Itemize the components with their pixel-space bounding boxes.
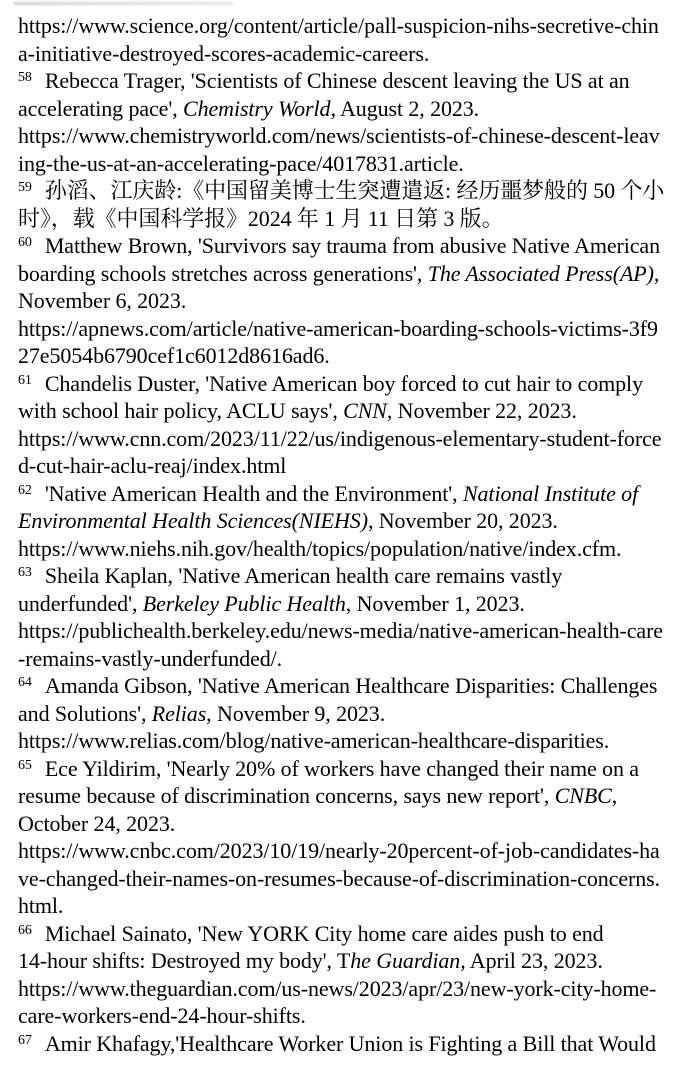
footnote-65-first-line (18, 755, 690, 783)
text-run: Amir Khafagy,'Healthcare Worker Union is Fighting a Bill that Would (44, 1030, 656, 1056)
footnote-line (18, 810, 690, 838)
text-run: ing-the-us-at-an-accelerating-pace/4017831.article. (18, 150, 464, 176)
url-line (18, 617, 690, 645)
text-run: html. (18, 893, 64, 918)
footnote-line (18, 150, 690, 178)
italic-text-run: he Guardian, (350, 948, 466, 973)
footnote-line (18, 865, 690, 893)
text-run: underfunded', (18, 590, 143, 616)
italic-text-run: CNN (343, 398, 387, 423)
footnote-marker: 64 (18, 675, 32, 690)
footnote-64-first-line (18, 672, 690, 700)
footnote-line (18, 397, 690, 425)
text-run: boarding schools stretches across generations', (18, 260, 428, 286)
footnote-line (18, 40, 690, 68)
text-run: 27e5054b6790cef1c6012d8616ad6. (18, 343, 330, 368)
text-run: Rebecca Trager, 'Scientists of Chinese descent leaving the US at an (44, 68, 630, 93)
text-run: https://publichealth.berkeley.edu/news-media/native-american-health-care (18, 618, 663, 643)
footnote-marker: 65 (18, 757, 32, 773)
text-run: Sheila Kaplan, 'Native American health care remains vastly (44, 563, 563, 588)
text-run: October 24, 2023. (18, 810, 176, 836)
text-run: Ece Yildirim, 'Nearly 20% of workers have changed their name on a (44, 755, 639, 781)
text-run: Amanda Gibson, 'Native American Healthcare Disparities: Challenges (44, 673, 658, 698)
italic-text-run: Chemistry World (183, 95, 331, 121)
footnote-line (18, 260, 690, 288)
url-line (18, 425, 690, 453)
text-run: with school hair policy, ACLU says', (18, 398, 344, 423)
italic-text-run: National Institute of (462, 480, 639, 506)
footnote-line (18, 287, 690, 315)
url-line (18, 315, 690, 343)
text-run: ve-changed-their-names-on-resumes-because-of-discrimination-concerns. (18, 865, 660, 891)
text-run: https://www.theguardian.com/us-news/2023/apr/23/new-york-city-home- (18, 975, 657, 1001)
url-line (18, 975, 690, 1003)
text-run: care-workers-end-24-hour-shifts. (18, 1003, 306, 1028)
footnote-line (18, 507, 690, 535)
url-line (18, 12, 690, 40)
text-run: , November 22, 2023. (386, 398, 577, 423)
text-run: , (611, 783, 618, 808)
italic-text-run: CNBC (554, 783, 612, 808)
text-run: https://www.science.org/content/article/pall-suspicion-nihs-secretive-chin (18, 13, 659, 38)
footnote-marker: 67 (18, 1032, 32, 1048)
footnote-line (18, 95, 690, 123)
footnote-marker: 61 (18, 372, 32, 388)
footnote-60-first-line (18, 232, 690, 260)
text-run: Michael Sainato, 'New YORK City home care aides push to end (44, 920, 604, 946)
footnote-marker: 63 (18, 565, 32, 580)
text-run: -remains-vastly-underfunded/. (18, 645, 283, 671)
url-line (18, 122, 690, 150)
text-run: resume because of discrimination concerns, says new report', (18, 783, 555, 808)
footnote-line (18, 782, 690, 810)
footnote-marker: 58 (18, 70, 32, 85)
italic-text-run: Environmental Health Sciences(NIEHS) (18, 508, 368, 533)
footnote-line (18, 947, 690, 975)
text-run: and Solutions', (18, 700, 152, 726)
document-page (18, 12, 690, 1057)
text-run: a-initiative-destroyed-scores-academic-careers. (18, 40, 430, 66)
footnote-58-first-line (18, 67, 690, 95)
footnote-63-first-line (18, 562, 690, 590)
italic-text-run: Berkeley Public Health (142, 590, 346, 616)
italic-text-run: Relias (151, 700, 207, 726)
footnote-59-first-line (18, 177, 690, 205)
footnote-marker: 62 (18, 482, 32, 498)
text-run: 14-hour shifts: Destroyed my body', T (18, 948, 351, 973)
italic-text-run: The Associated Press(AP), (427, 260, 660, 286)
text-run: , November 20, 2023. (367, 508, 558, 533)
footnote-67-first-line (18, 1030, 690, 1058)
text-run: November 6, 2023. (18, 288, 187, 313)
footnote-marker: 60 (18, 235, 32, 250)
text-run: https://www.chemistryworld.com/news/scientists-of-chinese-descent-leav (18, 123, 660, 148)
footnote-marker: 59 (18, 180, 32, 195)
text-run: https://www.cnn.com/2023/11/22/us/indigenous-elementary-student-force (18, 425, 662, 451)
footnote-line (18, 892, 690, 920)
text-run: Matthew Brown, 'Survivors say trauma from abusive Native American (44, 233, 660, 258)
footnote-66-first-line (18, 920, 690, 948)
text-run: , November 1, 2023. (345, 590, 525, 616)
text-run: accelerating pace', (18, 95, 184, 121)
cropped-text-artifact (13, 2, 233, 5)
footnote-line (18, 452, 690, 480)
text-run: https://www.niehs.nih.gov/health/topics/population/native/index.cfm. (18, 535, 622, 561)
footnote-line (18, 1002, 690, 1030)
footnote-line (18, 342, 690, 370)
text-run: , November 9, 2023. (206, 700, 386, 726)
text-run: April 23, 2023. (465, 948, 603, 973)
url-line (18, 535, 690, 563)
footnote-line (18, 700, 690, 728)
footnote-marker: 66 (18, 922, 32, 938)
footnote-62-first-line (18, 480, 690, 508)
text-run: https://www.cnbc.com/2023/10/19/nearly-20percent-of-job-candidates-ha (18, 838, 660, 863)
footnote-line (18, 205, 690, 233)
text-run: , August 2, 2023. (330, 95, 480, 121)
footnote-line (18, 645, 690, 673)
footnote-line (18, 590, 690, 618)
url-line (18, 727, 690, 755)
text-run: d-cut-hair-aclu-reaj/index.html (18, 453, 287, 478)
footnote-61-first-line (18, 370, 690, 398)
text-run: Chandelis Duster, 'Native American boy forced to cut hair to comply (44, 370, 643, 396)
text-run: 'Native American Health and the Environment', (44, 480, 463, 506)
text-run: https://apnews.com/article/native-american-boarding-schools-victims-3f9 (18, 315, 658, 341)
url-line (18, 837, 690, 865)
text-run: 时》，载《中国科学报》2024 年 1 月 11 日第 3 版。 (18, 205, 504, 231)
text-run: 孙滔、江庆龄:《中国留美博士生突遭遣返: 经历噩梦般的 50 个小 (44, 178, 665, 203)
text-run: https://www.relias.com/blog/native-american-healthcare-disparities. (18, 728, 610, 753)
